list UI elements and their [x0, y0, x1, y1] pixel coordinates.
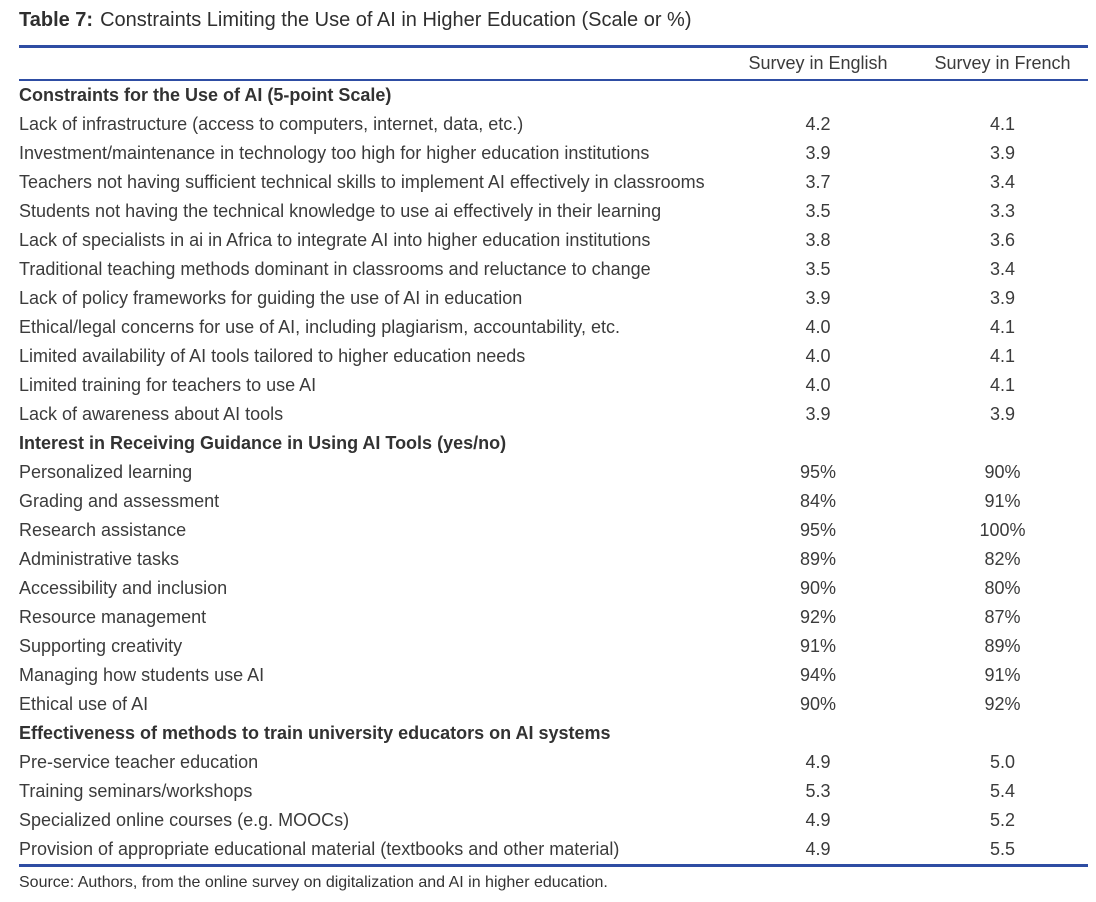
table-row: [19, 168, 1088, 197]
table-row: [19, 400, 1088, 429]
value-french: 5.5: [989, 839, 1016, 859]
table-row: [19, 313, 1088, 342]
row-label: Research assistance: [19, 520, 187, 540]
value-french: 90%: [984, 462, 1021, 482]
value-french: 5.2: [989, 810, 1016, 830]
value-english: 89%: [799, 549, 837, 569]
value-english: 91%: [799, 636, 837, 656]
section-header-row: [19, 80, 1088, 110]
row-label: Accessibility and inclusion: [19, 578, 228, 598]
row-label: Administrative tasks: [19, 549, 180, 569]
value-english: 4.9: [805, 810, 831, 830]
value-english: 92%: [799, 607, 837, 627]
row-label: Lack of specialists in ai in Africa to integrate AI into higher education institutions: [19, 230, 651, 250]
value-french: 82%: [984, 549, 1021, 569]
source-note: Source: Authors, from the online survey on digitalization and AI in higher education.: [19, 874, 608, 891]
row-label: Managing how students use AI: [19, 665, 265, 685]
section-header-row: [19, 429, 1088, 458]
value-english: 3.9: [805, 404, 831, 424]
value-english: 5.3: [805, 781, 831, 801]
table-row: [19, 632, 1088, 661]
table-row: [19, 284, 1088, 313]
table-row: [19, 516, 1088, 545]
row-label: Investment/maintenance in technology too high for higher education institutions: [19, 143, 650, 163]
table-row: [19, 603, 1088, 632]
value-french: 3.9: [989, 404, 1016, 424]
empty-header-cell: [19, 47, 719, 81]
table-title: [19, 8, 1096, 32]
value-french: 3.4: [989, 259, 1016, 279]
row-label: Lack of infrastructure (access to computers, internet, data, etc.): [19, 114, 524, 134]
row-label: Resource management: [19, 607, 207, 627]
table-row: [19, 777, 1088, 806]
table-row: [19, 371, 1088, 400]
table-row: [19, 139, 1088, 168]
table-row: [19, 690, 1088, 719]
value-english: 94%: [799, 665, 837, 685]
value-french: 89%: [984, 636, 1021, 656]
value-english: 84%: [799, 491, 837, 511]
empty-cell: [719, 429, 917, 458]
row-label: Traditional teaching methods dominant in classrooms and reluctance to change: [19, 259, 651, 279]
row-label: Limited training for teachers to use AI: [19, 375, 317, 395]
value-french: 3.4: [989, 172, 1016, 192]
value-french: 4.1: [989, 114, 1016, 134]
table-row: [19, 806, 1088, 835]
row-label: Lack of awareness about AI tools: [19, 404, 284, 424]
value-french: 87%: [984, 607, 1021, 627]
value-french: 100%: [979, 520, 1026, 540]
column-header-french: Survey in French: [917, 47, 1088, 81]
row-label: Ethical use of AI: [19, 694, 149, 714]
value-french: 3.3: [989, 201, 1016, 221]
value-french: 4.1: [989, 375, 1016, 395]
value-english: 3.8: [805, 230, 831, 250]
value-french: 5.0: [989, 752, 1016, 772]
table-row: [19, 835, 1088, 866]
empty-cell: [917, 80, 1088, 110]
table-row: [19, 487, 1088, 516]
table-row: [19, 545, 1088, 574]
value-english: 4.0: [805, 375, 831, 395]
value-english: 4.0: [805, 346, 831, 366]
row-label: Provision of appropriate educational material (textbooks and other material): [19, 839, 620, 859]
table-row: [19, 458, 1088, 487]
row-label: Lack of policy frameworks for guiding the use of AI in education: [19, 288, 523, 308]
row-label: Teachers not having sufficient technical skills to implement AI effectively in classrooms: [19, 172, 705, 192]
section-header-label: Effectiveness of methods to train university educators on AI systems: [19, 723, 611, 743]
value-english: 4.9: [805, 839, 831, 859]
table-header: [19, 47, 1088, 81]
value-english: 4.2: [805, 114, 831, 134]
value-english: 95%: [799, 520, 837, 540]
value-french: 4.1: [989, 346, 1016, 366]
value-english: 90%: [799, 694, 837, 714]
value-english: 95%: [799, 462, 837, 482]
value-english: 4.9: [805, 752, 831, 772]
value-english: 3.5: [805, 259, 831, 279]
table-row: [19, 748, 1088, 777]
table-body: [19, 80, 1088, 866]
row-label: Supporting creativity: [19, 636, 183, 656]
table-row: [19, 226, 1088, 255]
value-english: 3.7: [805, 172, 831, 192]
value-english: 4.0: [805, 317, 831, 337]
value-french: 80%: [984, 578, 1021, 598]
row-label: Ethical/legal concerns for use of AI, including plagiarism, accountability, etc.: [19, 317, 620, 337]
value-french: 92%: [984, 694, 1021, 714]
table-row: [19, 197, 1088, 226]
value-english: 3.5: [805, 201, 831, 221]
row-label: Students not having the technical knowledge to use ai effectively in their learning: [19, 201, 662, 221]
section-header-label: Interest in Receiving Guidance in Using AI Tools (yes/no): [19, 433, 507, 453]
value-english: 3.9: [805, 288, 831, 308]
value-french: 4.1: [989, 317, 1016, 337]
row-label: Personalized learning: [19, 462, 193, 482]
section-header-label: Constraints for the Use of AI (5-point Scale): [19, 85, 392, 105]
row-label: Training seminars/workshops: [19, 781, 253, 801]
value-french: 3.9: [989, 143, 1016, 163]
row-label: Limited availability of AI tools tailored to higher education needs: [19, 346, 526, 366]
table-caption: Constraints Limiting the Use of AI in Higher Education (Scale or %): [100, 9, 692, 31]
row-label: Grading and assessment: [19, 491, 220, 511]
empty-cell: [719, 719, 917, 748]
header-row: [19, 47, 1088, 81]
empty-cell: [917, 719, 1088, 748]
value-french: 91%: [984, 665, 1021, 685]
row-label: Pre-service teacher education: [19, 752, 259, 772]
row-label: Specialized online courses (e.g. MOOCs): [19, 810, 350, 830]
table-row: [19, 342, 1088, 371]
table-row: [19, 574, 1088, 603]
table-row: [19, 661, 1088, 690]
value-french: 3.6: [989, 230, 1016, 250]
value-french: 5.4: [989, 781, 1016, 801]
table-row: [19, 110, 1088, 139]
value-french: 3.9: [989, 288, 1016, 308]
empty-cell: [917, 429, 1088, 458]
column-header-english: Survey in English: [719, 47, 917, 81]
data-table: [19, 45, 1088, 867]
empty-cell: [719, 80, 917, 110]
section-header-row: [19, 719, 1088, 748]
value-english: 3.9: [805, 143, 831, 163]
value-french: 91%: [984, 491, 1021, 511]
table-number: Table 7:: [19, 9, 94, 31]
table-row: [19, 255, 1088, 284]
value-english: 90%: [799, 578, 837, 598]
